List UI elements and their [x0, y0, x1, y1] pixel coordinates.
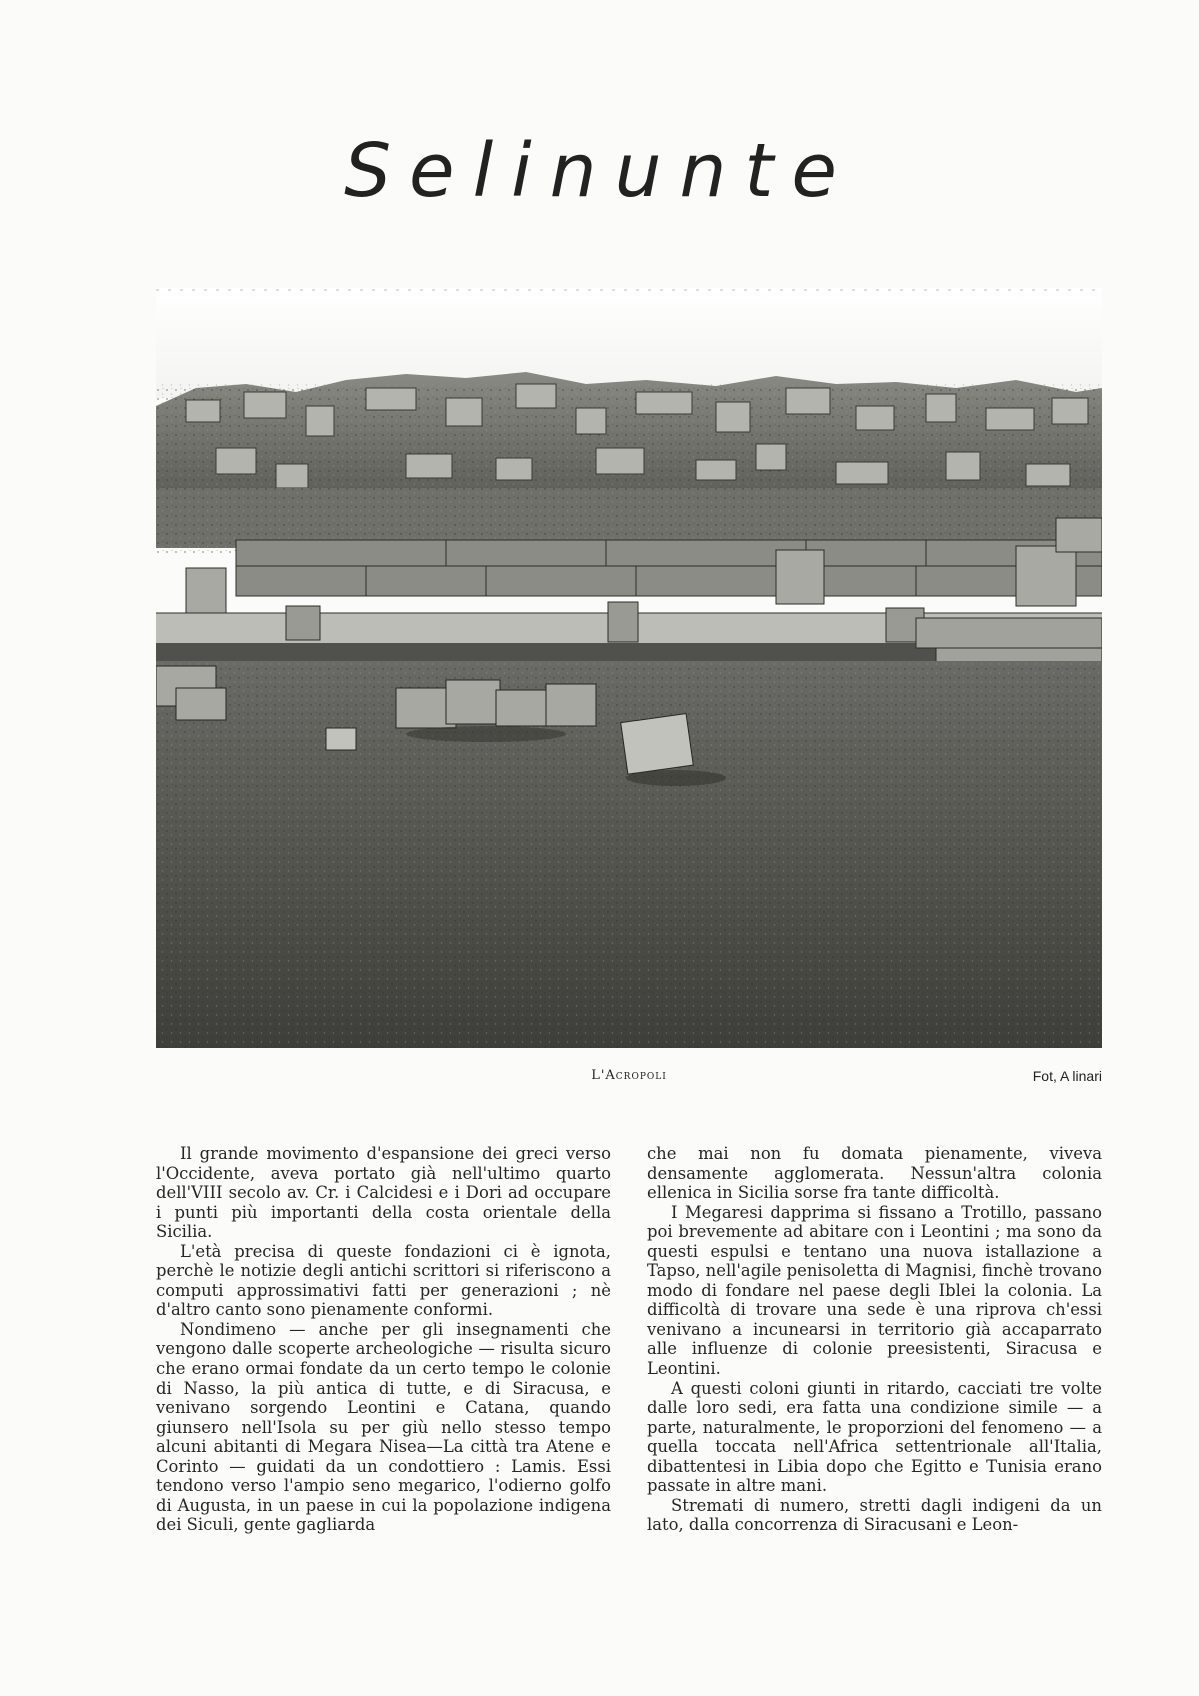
right-column — [647, 1144, 1102, 1535]
photo-credit: Fot, A linari — [1032, 1068, 1102, 1084]
caption-title: L'Acropoli — [591, 1068, 667, 1083]
paragraph: A questi coloni giunti in ritardo, cacciati tre volte dalle loro sedi, era fatta una condizione simile — a parte, naturalmente, le proporzioni del fenomeno — a quella toccata nell'Africa settentrionale all'Italia, dibattentesi in Libia dopo che Egitto e Tunisia erano passate in altre mani. — [647, 1378, 1102, 1496]
paragraph: che mai non fu domata pienamente, viveva densamente agglomerata. Nessun'altra colonia ellenica in Sicilia sorse fra tante difficoltà. — [647, 1144, 1102, 1203]
paragraph: L'età precisa di queste fondazioni ci è ignota, perchè le notizie degli antichi scrittori si riferiscono a computi approssimativi fatti per generazioni ; nè d'altro canto sono pienamente conformi. — [156, 1241, 611, 1320]
paragraph: Il grande movimento d'espansione dei greci verso l'Occidente, aveva portato già nell'ultimo quarto dell'VIII secolo av. Cr. i Calcidesi e i Dori ad occupare i punti più importanti della costa orientale della Sicilia. — [156, 1144, 611, 1242]
acropolis-photo — [156, 288, 1102, 1048]
photo-caption — [156, 1068, 1102, 1092]
left-column — [156, 1144, 611, 1535]
paragraph: I Megaresi dapprima si fissano a Trotillo, passano poi brevemente ad abitare con i Leontini ; ma sono da questi espulsi e tentano una nuova istallazione a Tapso, nell'agile penisoletta di Magnisi, finchè trovano modo di fondare nel paese degli Iblei la colonia. La difficoltà di trovare una sede è una riprova ch'essi venivano a incunearsi in territorio già accaparrato alle influenze di colonie preesistenti, Siracusa e Leontini. — [647, 1202, 1102, 1379]
page-title: Selinunte — [344, 128, 855, 214]
paragraph: Nondimeno — anche per gli insegnamenti che vengono dalle scoperte archeologiche — risulta sicuro che erano ormai fondate da un certo tempo le colonie di Nasso, la più antica di tutte, e di Siracusa, e venivano sorgendo Leontini e Catana, quando giunsero nell'Isola su per giù nello stesso tempo alcuni abitanti di Megara Nisea—La città tra Atene e Corinto — guidati da un condottiero : Lamis. Essi tendono verso l'ampio seno megarico, l'odierno golfo di Augusta, in un paese in cui la popolazione indigena dei Siculi, gente gagliarda — [156, 1319, 611, 1535]
article-body — [156, 1144, 1102, 1535]
paragraph: Stremati di numero, stretti dagli indigeni da un lato, dalla concorrenza di Siracusani e Leon- — [647, 1495, 1102, 1535]
ruins-photo-icon — [156, 288, 1102, 1048]
